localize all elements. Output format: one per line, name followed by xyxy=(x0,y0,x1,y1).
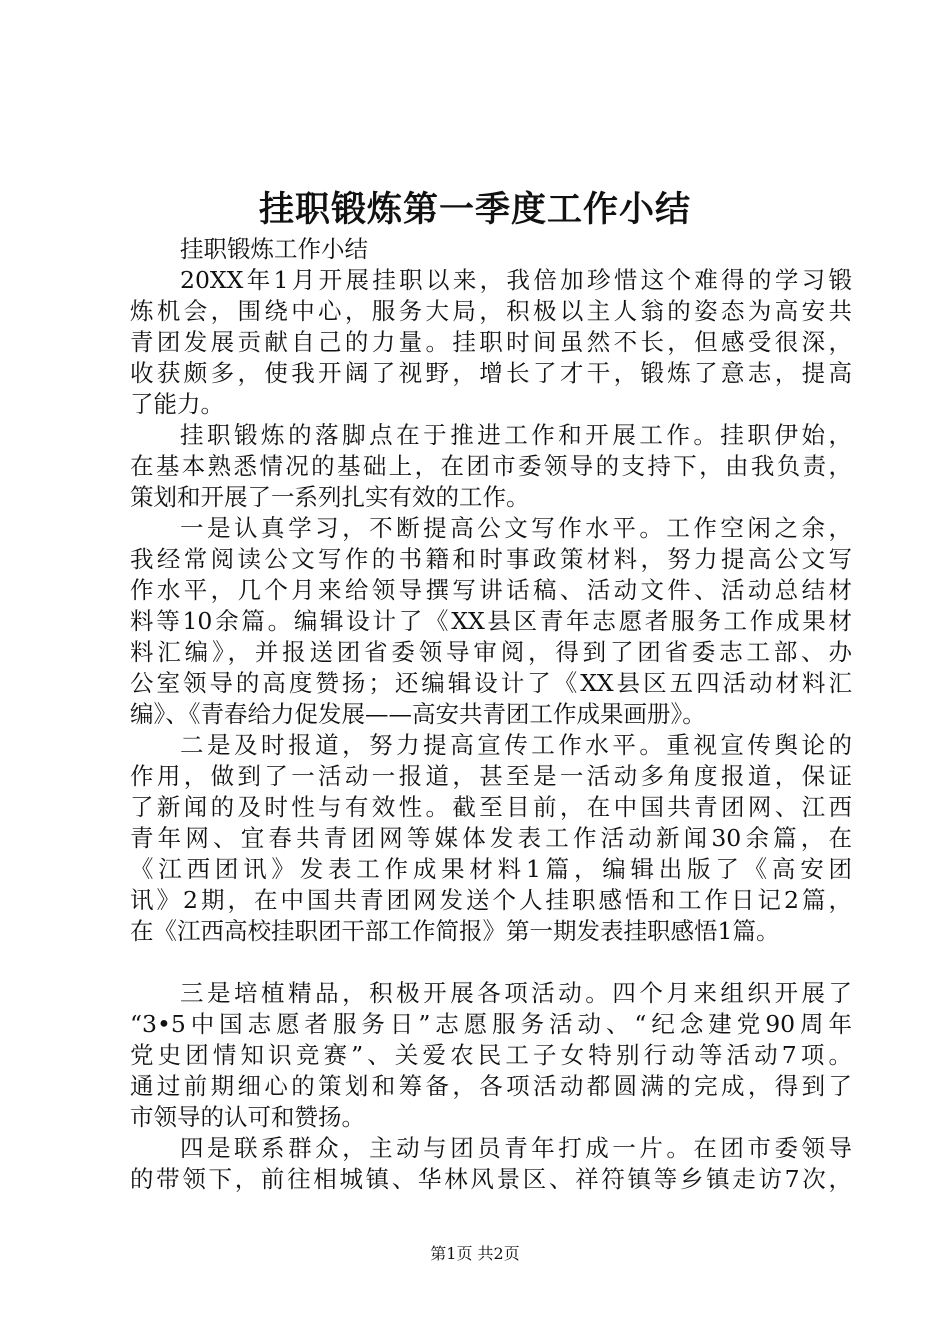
text-line: 编》、《青春给力促发展——高安共青团工作成果画册》。 xyxy=(130,700,706,728)
text-line: 20XX年1月开展挂职以来，我倍加珍惜这个难得的学习锻 xyxy=(180,266,852,294)
text-line: 在《江西高校挂职团干部工作简报》第一期发表挂职感悟1篇。 xyxy=(130,917,780,945)
text-line: 青年网、宜春共青团网等媒体发表工作活动新闻30余篇，在 xyxy=(130,824,852,852)
text-line: 公室领导的高度赞扬；还编辑设计了《XX县区五四活动材料汇 xyxy=(130,669,852,697)
page-footer: 第1页 共2页 xyxy=(430,1244,520,1263)
text-line: 料汇编》，并报送团省委领导审阅，得到了团省委志工部、办 xyxy=(130,638,852,666)
text-line: 了能力。 xyxy=(130,390,224,418)
text-line: 青团发展贡献自己的力量。挂职时间虽然不长，但感受很深， xyxy=(130,328,852,356)
text-line: 的带领下，前往相城镇、华林风景区、祥符镇等乡镇走访7次， xyxy=(130,1165,852,1193)
document-title: 挂职锻炼第一季度工作小结 xyxy=(258,189,691,230)
text-line: 讯》2期，在中国共青团网发送个人挂职感悟和工作日记2篇， xyxy=(130,886,852,914)
paragraph-gap xyxy=(130,947,852,978)
text-line: 一是认真学习，不断提高公文写作水平。工作空闲之余， xyxy=(180,514,852,542)
text-line: 市领导的认可和赞扬。 xyxy=(130,1103,365,1131)
text-line: 二是及时报道，努力提高宣传工作水平。重视宣传舆论的 xyxy=(180,731,852,759)
text-line: 三是培植精品，积极开展各项活动。四个月来组织开展了 xyxy=(180,979,852,1007)
text-line: 作用，做到了一活动一报道，甚至是一活动多角度报道，保证 xyxy=(130,762,852,790)
text-line: 我经常阅读公文写作的书籍和时事政策材料，努力提高公文写 xyxy=(130,545,852,573)
text-line: 收获颇多，使我开阔了视野，增长了才干，锻炼了意志，提高 xyxy=(130,359,852,387)
document-body xyxy=(130,234,852,1195)
text-line: “3•5中国志愿者服务日”志愿服务活动、“纪念建党90周年 xyxy=(130,1010,852,1038)
text-line: 四是联系群众，主动与团员青年打成一片。在团市委领导 xyxy=(180,1134,852,1162)
text-line: 挂职锻炼工作小结 xyxy=(180,235,368,263)
text-line: 党史团情知识竞赛”、关爱农民工子女特别行动等活动7项。 xyxy=(130,1041,852,1069)
text-line: 在基本熟悉情况的基础上，在团市委领导的支持下，由我负责， xyxy=(130,452,852,480)
text-line: 《江西团讯》发表工作成果材料1篇，编辑出版了《高安团 xyxy=(130,855,852,883)
text-line: 策划和开展了一系列扎实有效的工作。 xyxy=(130,483,530,511)
text-line: 料等10余篇。编辑设计了《XX县区青年志愿者服务工作成果材 xyxy=(130,607,852,635)
text-line: 了新闻的及时性与有效性。截至目前，在中国共青团网、江西 xyxy=(130,793,852,821)
text-line: 通过前期细心的策划和筹备，各项活动都圆满的完成，得到了 xyxy=(130,1072,852,1100)
text-line: 炼机会，围绕中心，服务大局，积极以主人翁的姿态为高安共 xyxy=(130,297,852,325)
text-line: 挂职锻炼的落脚点在于推进工作和开展工作。挂职伊始， xyxy=(180,421,852,449)
text-line: 作水平，几个月来给领导撰写讲话稿、活动文件、活动总结材 xyxy=(130,576,852,604)
